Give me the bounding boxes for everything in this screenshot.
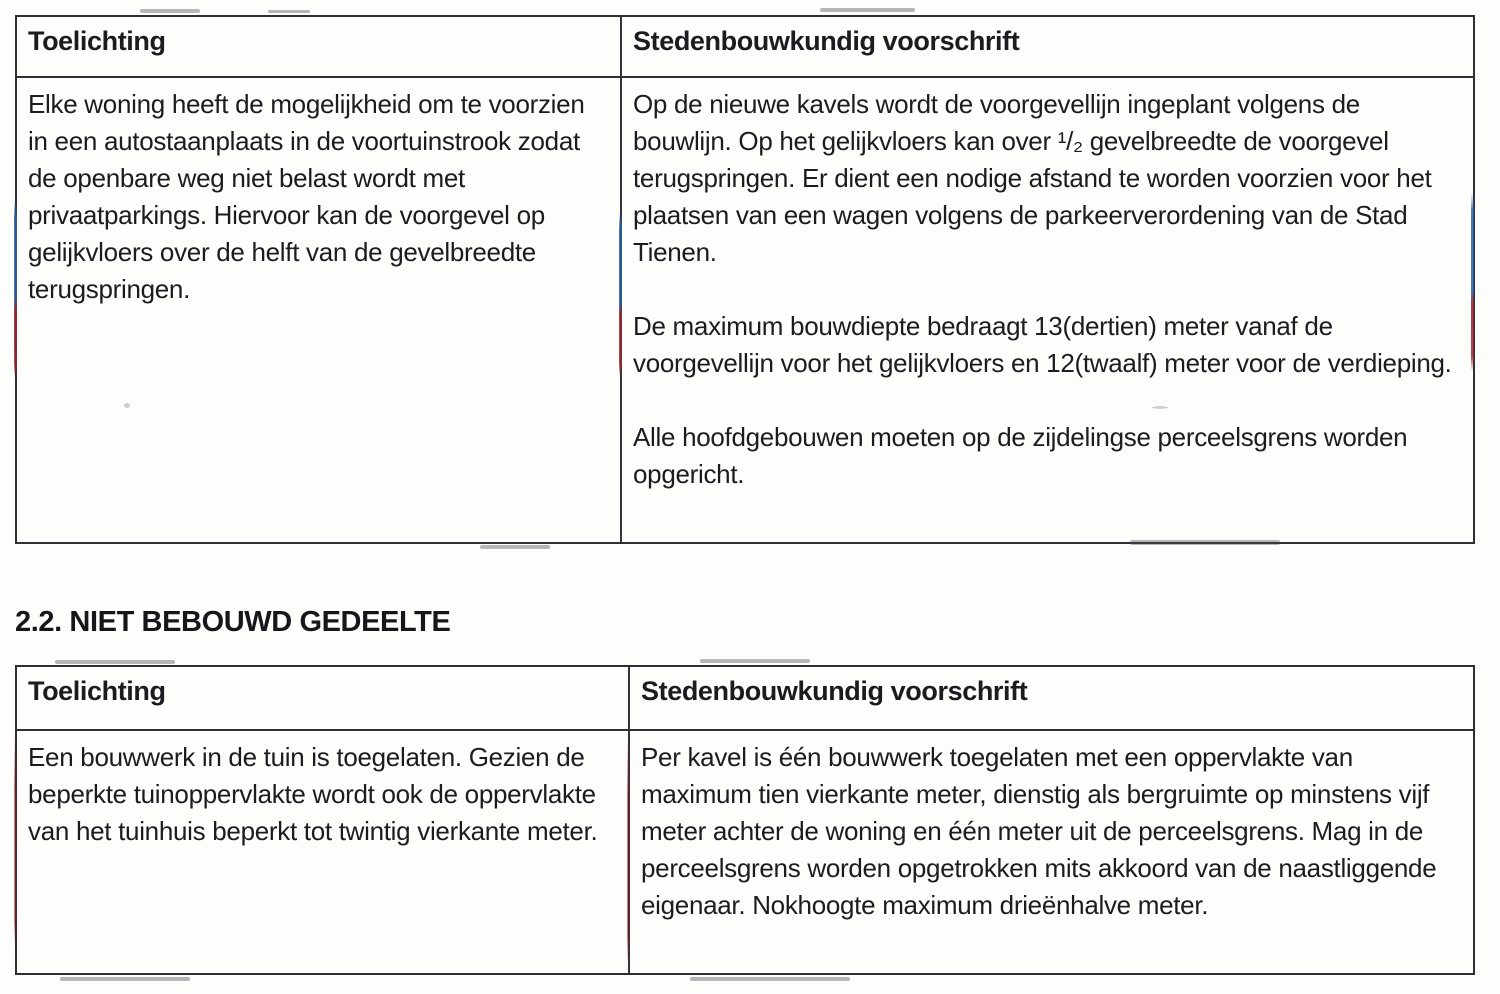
scan-smudge (268, 10, 310, 13)
regulations-table-bebouwd (15, 15, 1475, 544)
paragraph-voorschrift: Per kavel is één bouwwerk toegelaten met een oppervlakte van maximum tien vierkante meter, dienstig als bergruimte op minstens vijf meter achter de woning en één meter uit de perceelsgrens. Mag in de perceelsgrens worden opgetrokken mits akkoord van de naastliggende eigenaar. Nokhoogte maximum drieënhalve meter. (641, 742, 1437, 920)
column-header-toelichting: Toelichting (17, 17, 622, 78)
column-header-voorschrift: Stedenbouwkundig voorschrift (630, 667, 1473, 731)
regulations-table-niet-bebouwd (15, 665, 1475, 975)
scan-smudge (820, 8, 915, 12)
paragraph-toelichting: Elke woning heeft de mogelijkheid om te voorzien in een autostaanplaats in de voortuinstrook zodat de openbare weg niet belast wordt met privaatparkings. Hiervoor kan de voorgevel op gelijkvloers over de helft van de gevelbreedte terugspringen. (28, 89, 585, 304)
scan-smudge (480, 545, 550, 549)
scan-smudge (690, 977, 850, 981)
paragraph-voorschrift: Alle hoofdgebouwen moeten op de zijdelingse perceelsgrens worden opgericht. (633, 422, 1408, 489)
column-header-toelichting: Toelichting (17, 667, 630, 731)
table-cell-voorschrift (622, 78, 1473, 542)
scan-smudge (60, 977, 190, 981)
scan-smudge (55, 660, 175, 664)
table-cell-voorschrift (630, 731, 1473, 973)
scan-smudge (700, 659, 810, 663)
section-heading: 2.2. NIET BEBOUWD GEDEELTE (15, 606, 451, 638)
paragraph-toelichting: Een bouwwerk in de tuin is toegelaten. Gezien de beperkte tuinoppervlakte wordt ook de oppervlakte van het tuinhuis beperkt tot twintig vierkante meter. (28, 742, 598, 846)
paragraph-voorschrift: De maximum bouwdiepte bedraagt 13(dertien) meter vanaf de voorgevellijn voor het gelijkvloers en 12(twaalf) meter voor de verdieping. (633, 311, 1452, 378)
column-header-voorschrift: Stedenbouwkundig voorschrift (622, 17, 1473, 78)
table-cell-toelichting (17, 731, 630, 973)
paragraph-voorschrift: Op de nieuwe kavels wordt de voorgevellijn ingeplant volgens de bouwlijn. Op het gelijkvloers kan over ¹/₂ gevelbreedte de voorgevel terugspringen. Er dient een nodige afstand te worden voorzien voor het plaatsen van een wagen volgens de parkeerverordening van de Stad Tienen. (633, 89, 1432, 267)
table-cell-toelichting (17, 78, 622, 542)
scan-smudge (140, 9, 200, 13)
